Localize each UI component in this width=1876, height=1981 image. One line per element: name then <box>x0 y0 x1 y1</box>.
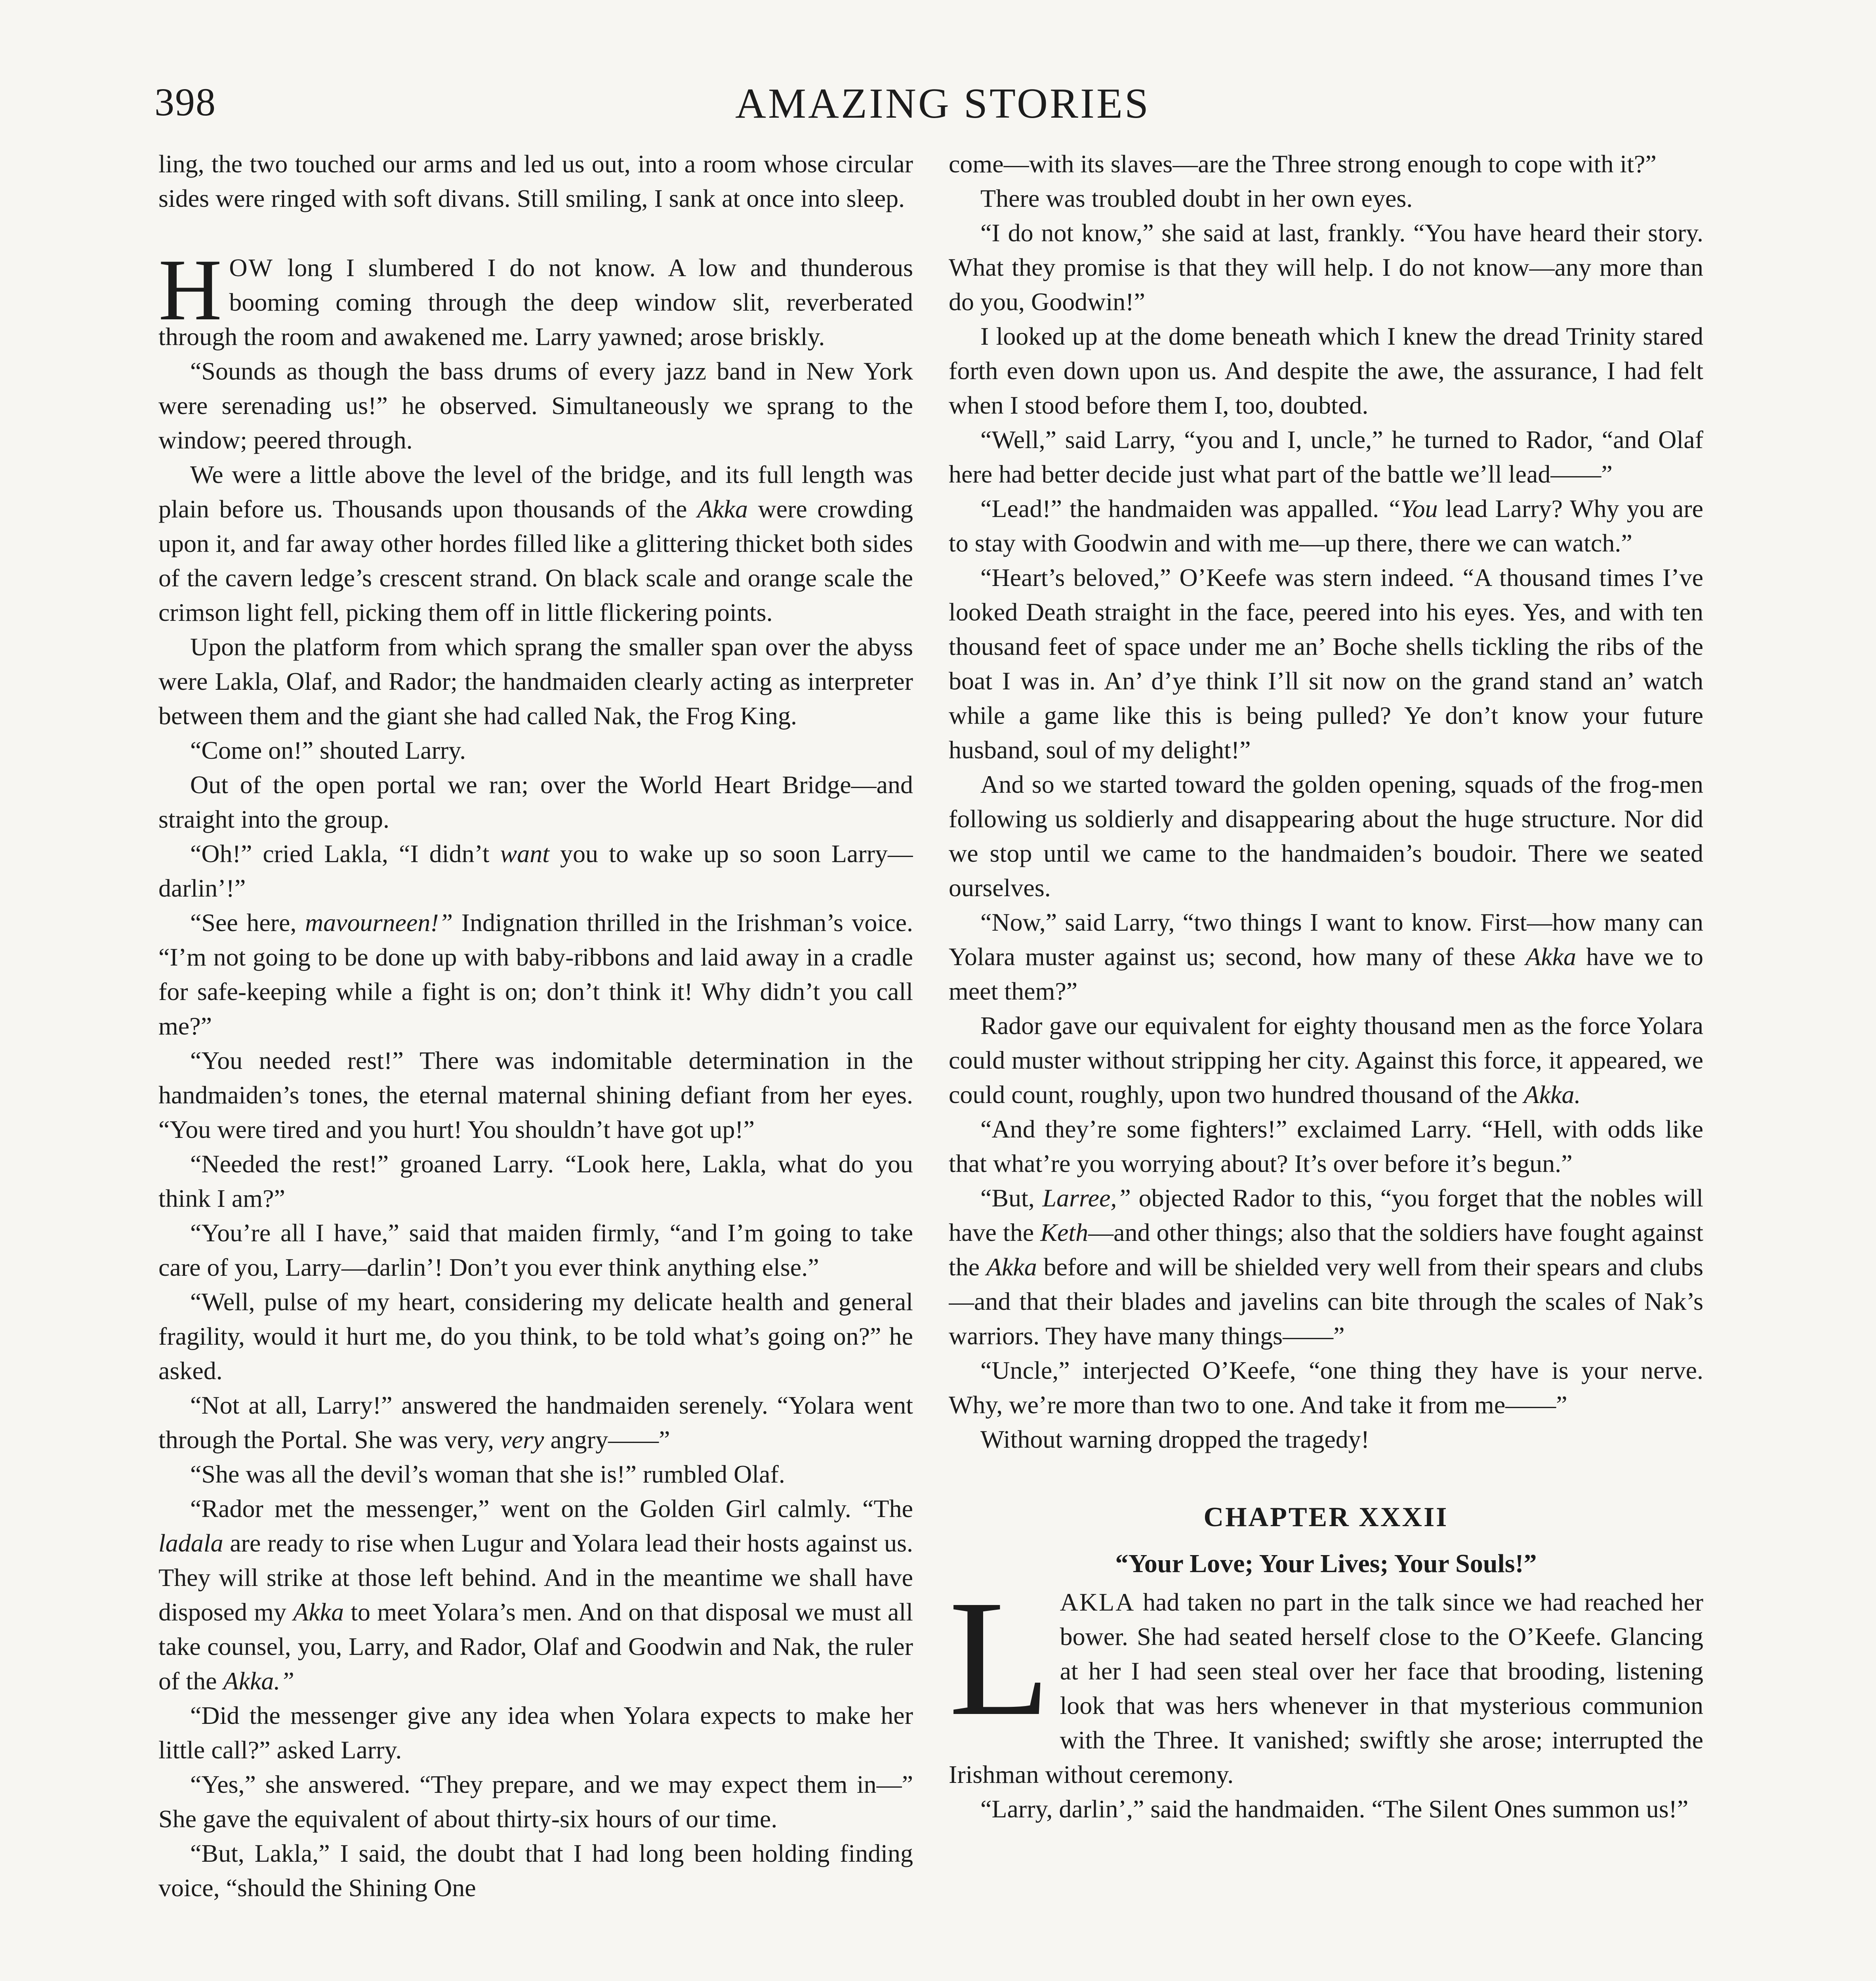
paragraph: “Yes,” she answered. “They prepare, and we may expect them in—” She gave the equivalent of about thirty-six hours of our time. <box>158 1770 913 1833</box>
small-caps-text: OW <box>229 254 274 282</box>
paragraph: “Well,” said Larry, “you and I, uncle,” he turned to Rador, “and Olaf here had better decide just what part of the battle we’ll lead——” <box>949 426 1703 488</box>
paragraph <box>158 836 913 905</box>
paragraph: “Larry, darlin’,” said the handmaiden. “The Silent Ones summon us!” <box>980 1795 1689 1823</box>
italic-word: mavourneen!” <box>305 908 453 937</box>
paragraph: “Come on!” shouted Larry. <box>190 736 466 764</box>
chapter-title: CHAPTER XXXII <box>1203 1502 1449 1533</box>
page-number: 398 <box>154 80 216 124</box>
paragraph: “And they’re some fighters!” exclaimed Larry. “Hell, with odds like that what’re you worrying about? It’s over before it’s begun.” <box>949 1115 1703 1178</box>
italic-word: “You <box>1386 494 1438 523</box>
paragraph <box>949 491 1703 560</box>
paragraph-text: to meet Yolara’s men. And on that disposal we must all take counsel, you, Larry, and Rador, Olaf and Goodwin and Nak, the ruler of the <box>158 1598 913 1695</box>
paragraph-text: Indignation thrilled in the Irishman’s voice. “I’m not going to be done up with baby-ribbons and laid away in a cradle for safe-keeping while a fight is on; don’t think it! Why didn’t you call me?” <box>158 908 913 1040</box>
paragraph-text: were crowding upon it, and far away other hordes filled like a glittering thicket both sides of the cavern ledge’s crescent strand. On black scale and orange scale the crimson light fell, picking them off in little flickering points. <box>158 495 913 626</box>
paragraph: “Well, pulse of my heart, considering my delicate health and general fragility, would it hurt me, do you think, to be told what’s going on?” he asked. <box>158 1288 913 1385</box>
chapter-subtitle: “Your Love; Your Lives; Your Souls!” <box>1115 1549 1537 1578</box>
paragraph: “She was all the devil’s woman that she is!” rumbled Olaf. <box>190 1460 785 1488</box>
italic-word: ladala <box>158 1529 223 1557</box>
paragraph <box>949 1181 1703 1353</box>
paragraph: “Did the messenger give any idea when Yolara expects to make her little call?” asked Larry. <box>158 1701 913 1764</box>
paragraph-text: “Rador met the messenger,” went on the Golden Girl calmly. “The <box>190 1494 913 1523</box>
drop-cap: H <box>158 241 222 339</box>
paragraph <box>949 1008 1703 1112</box>
drop-cap: L <box>949 1566 1050 1750</box>
paragraph-text: before and will be shielded very well from their spears and clubs—and that their blades and javelins can bite through the scales of Nak’s warriors. They have many things——” <box>949 1253 1703 1350</box>
paragraph-text: had taken no part in the talk since we had reached her bower. She had seated herself close to the O’Keefe. Glancing at her I had seen steal over her face that brooding, listening look that was hers whenever in that mysterious communion with the Three. It vanished; swiftly she arose; interrupted the Irishman without ceremony. <box>949 1588 1703 1788</box>
paragraph: ling, the two touched our arms and led us out, into a room whose circular sides were ringed with soft divans. Still smiling, I sank at once into sleep. <box>158 150 913 212</box>
paragraph-text: “Not at all, Larry!” answered the handmaiden serenely. “Yolara went through the Portal. She was very, <box>158 1391 913 1454</box>
paragraph: “Needed the rest!” groaned Larry. “Look here, Lakla, what do you think I am?” <box>158 1150 913 1212</box>
italic-word: Akka <box>697 495 748 523</box>
paragraph-text: you to wake up so soon Larry—darlin’!” <box>158 840 913 902</box>
paragraph: “I do not know,” she said at last, frankly. “You have heard their story. What they promise is that they will help. I do not know—any more than do you, Goodwin!” <box>949 219 1703 316</box>
paragraph: “You’re all I have,” said that maiden firmly, “and I’m going to take care of you, Larry—darlin’! Don’t you ever think anything else.” <box>158 1219 913 1281</box>
italic-word: very <box>500 1426 544 1454</box>
paragraph: “But, Lakla,” I said, the doubt that I had long been holding finding voice, “should the Shining One <box>158 1839 913 1902</box>
paragraph-text: long I slumbered I do not know. A low and thunderous booming coming through the deep window slit, reverberated through the room and awakened me. Larry yawned; arose briskly. <box>158 254 913 351</box>
paragraph-text: are ready to rise when Lugur and Yolara lead their hosts against us. They will strike at those left behind. And in the meantime we shall have disposed my <box>158 1529 913 1626</box>
paragraph-text: “Oh!” cried Lakla, “I didn’t <box>190 840 500 868</box>
paragraph-text: lead Larry? Why you are to stay with Goodwin and with me—up there, there we can watch.” <box>949 494 1703 557</box>
paragraph: “You needed rest!” There was indomitable determination in the handmaiden’s tones, the eternal maternal shining defiant from her eyes. “You were tired and you hurt! You shouldn’t have got up!” <box>158 1046 913 1143</box>
right-column <box>949 147 1703 1981</box>
paragraph <box>158 905 913 1043</box>
paragraph <box>158 1388 913 1457</box>
italic-word: Akka <box>293 1598 344 1626</box>
paragraph: Without warning dropped the tragedy! <box>980 1425 1370 1453</box>
left-column <box>158 147 913 1981</box>
paragraph <box>158 241 913 354</box>
italic-word: Akka.” <box>223 1667 294 1695</box>
paragraph-text: have we to meet them?” <box>949 943 1703 1005</box>
italic-word: Akka <box>1525 943 1577 971</box>
page-header <box>154 67 1731 147</box>
paragraph-text: angry——” <box>544 1426 670 1454</box>
paragraph: I looked up at the dome beneath which I knew the dread Trinity stared forth even down upon us. And despite the awe, the assurance, I had felt when I stood before them I, too, doubted. <box>949 322 1703 419</box>
paragraph: There was troubled doubt in her own eyes. <box>980 184 1413 212</box>
paragraph: And so we started toward the golden opening, squads of the frog-men following us soldierly and disappearing about the huge structure. Nor did we stop until we came to the handmaiden’s boudoir. There we seated ourselves. <box>949 770 1703 902</box>
paragraph <box>158 457 913 630</box>
paragraph: Out of the open portal we ran; over the World Heart Bridge—and straight into the group. <box>158 771 913 833</box>
paragraph: “Uncle,” interjected O’Keefe, “one thing they have is your nerve. Why, we’re more than two to one. And take it from me——” <box>949 1356 1703 1419</box>
paragraph <box>949 1566 1703 1792</box>
small-caps-text: AKLA <box>1060 1588 1135 1616</box>
paragraph-text: Rador gave our equivalent for eighty thousand men as the force Yolara could muster without stripping her city. Against this force, it appeared, we could count, roughly, upon two hundred thousand of the <box>949 1011 1703 1109</box>
paragraph-text: “Lead!” the handmaiden was appalled. <box>980 494 1387 523</box>
italic-word: Larree,” <box>1042 1184 1131 1212</box>
paragraph: “Sounds as though the bass drums of every jazz band in New York were serenading us!” he observed. Simultaneously we sprang to the window; peered through. <box>158 357 913 454</box>
running-head: AMAZING STORIES <box>735 80 1151 127</box>
paragraph-text: We were a little above the level of the bridge, and its full length was plain before us. Thousands upon thousands of the <box>158 460 913 523</box>
paragraph: come—with its slaves—are the Three strong enough to cope with it?” <box>949 150 1657 178</box>
paragraph-text: “See here, <box>190 908 305 937</box>
paragraph: Upon the platform from which sprang the smaller span over the abyss were Lakla, Olaf, and Rador; the handmaiden clearly acting as interpreter between them and the giant she had called Nak, the Frog King. <box>158 633 913 730</box>
paragraph-text: “Now,” said Larry, “two things I want to know. First—how many can Yolara muster against us; second, how many of these <box>949 908 1703 971</box>
paragraph-text: “But, <box>980 1184 1043 1212</box>
italic-word: Akka <box>986 1253 1037 1281</box>
italic-word: Akka. <box>1523 1080 1581 1109</box>
paragraph-text: objected Rador to this, “you forget that the nobles will have the <box>949 1184 1703 1246</box>
italic-word: want <box>500 840 550 868</box>
paragraph <box>949 905 1703 1008</box>
italic-word: Keth <box>1040 1218 1089 1246</box>
paragraph-text: —and other things; also that the soldiers have fought against the <box>949 1218 1703 1281</box>
paragraph: “Heart’s beloved,” O’Keefe was stern indeed. “A thousand times I’ve looked Death straight in the face, peered into his eyes. Yes, and with ten thousand feet of space under me an’ Boche shells tickling the ribs of the boat I was in. An’ d’ye think I’ll sit now on the grand stand an’ watch while a game like this is being pulled? Ye don’t know your future husband, soul of my delight!” <box>949 563 1703 764</box>
paragraph <box>158 1491 913 1698</box>
